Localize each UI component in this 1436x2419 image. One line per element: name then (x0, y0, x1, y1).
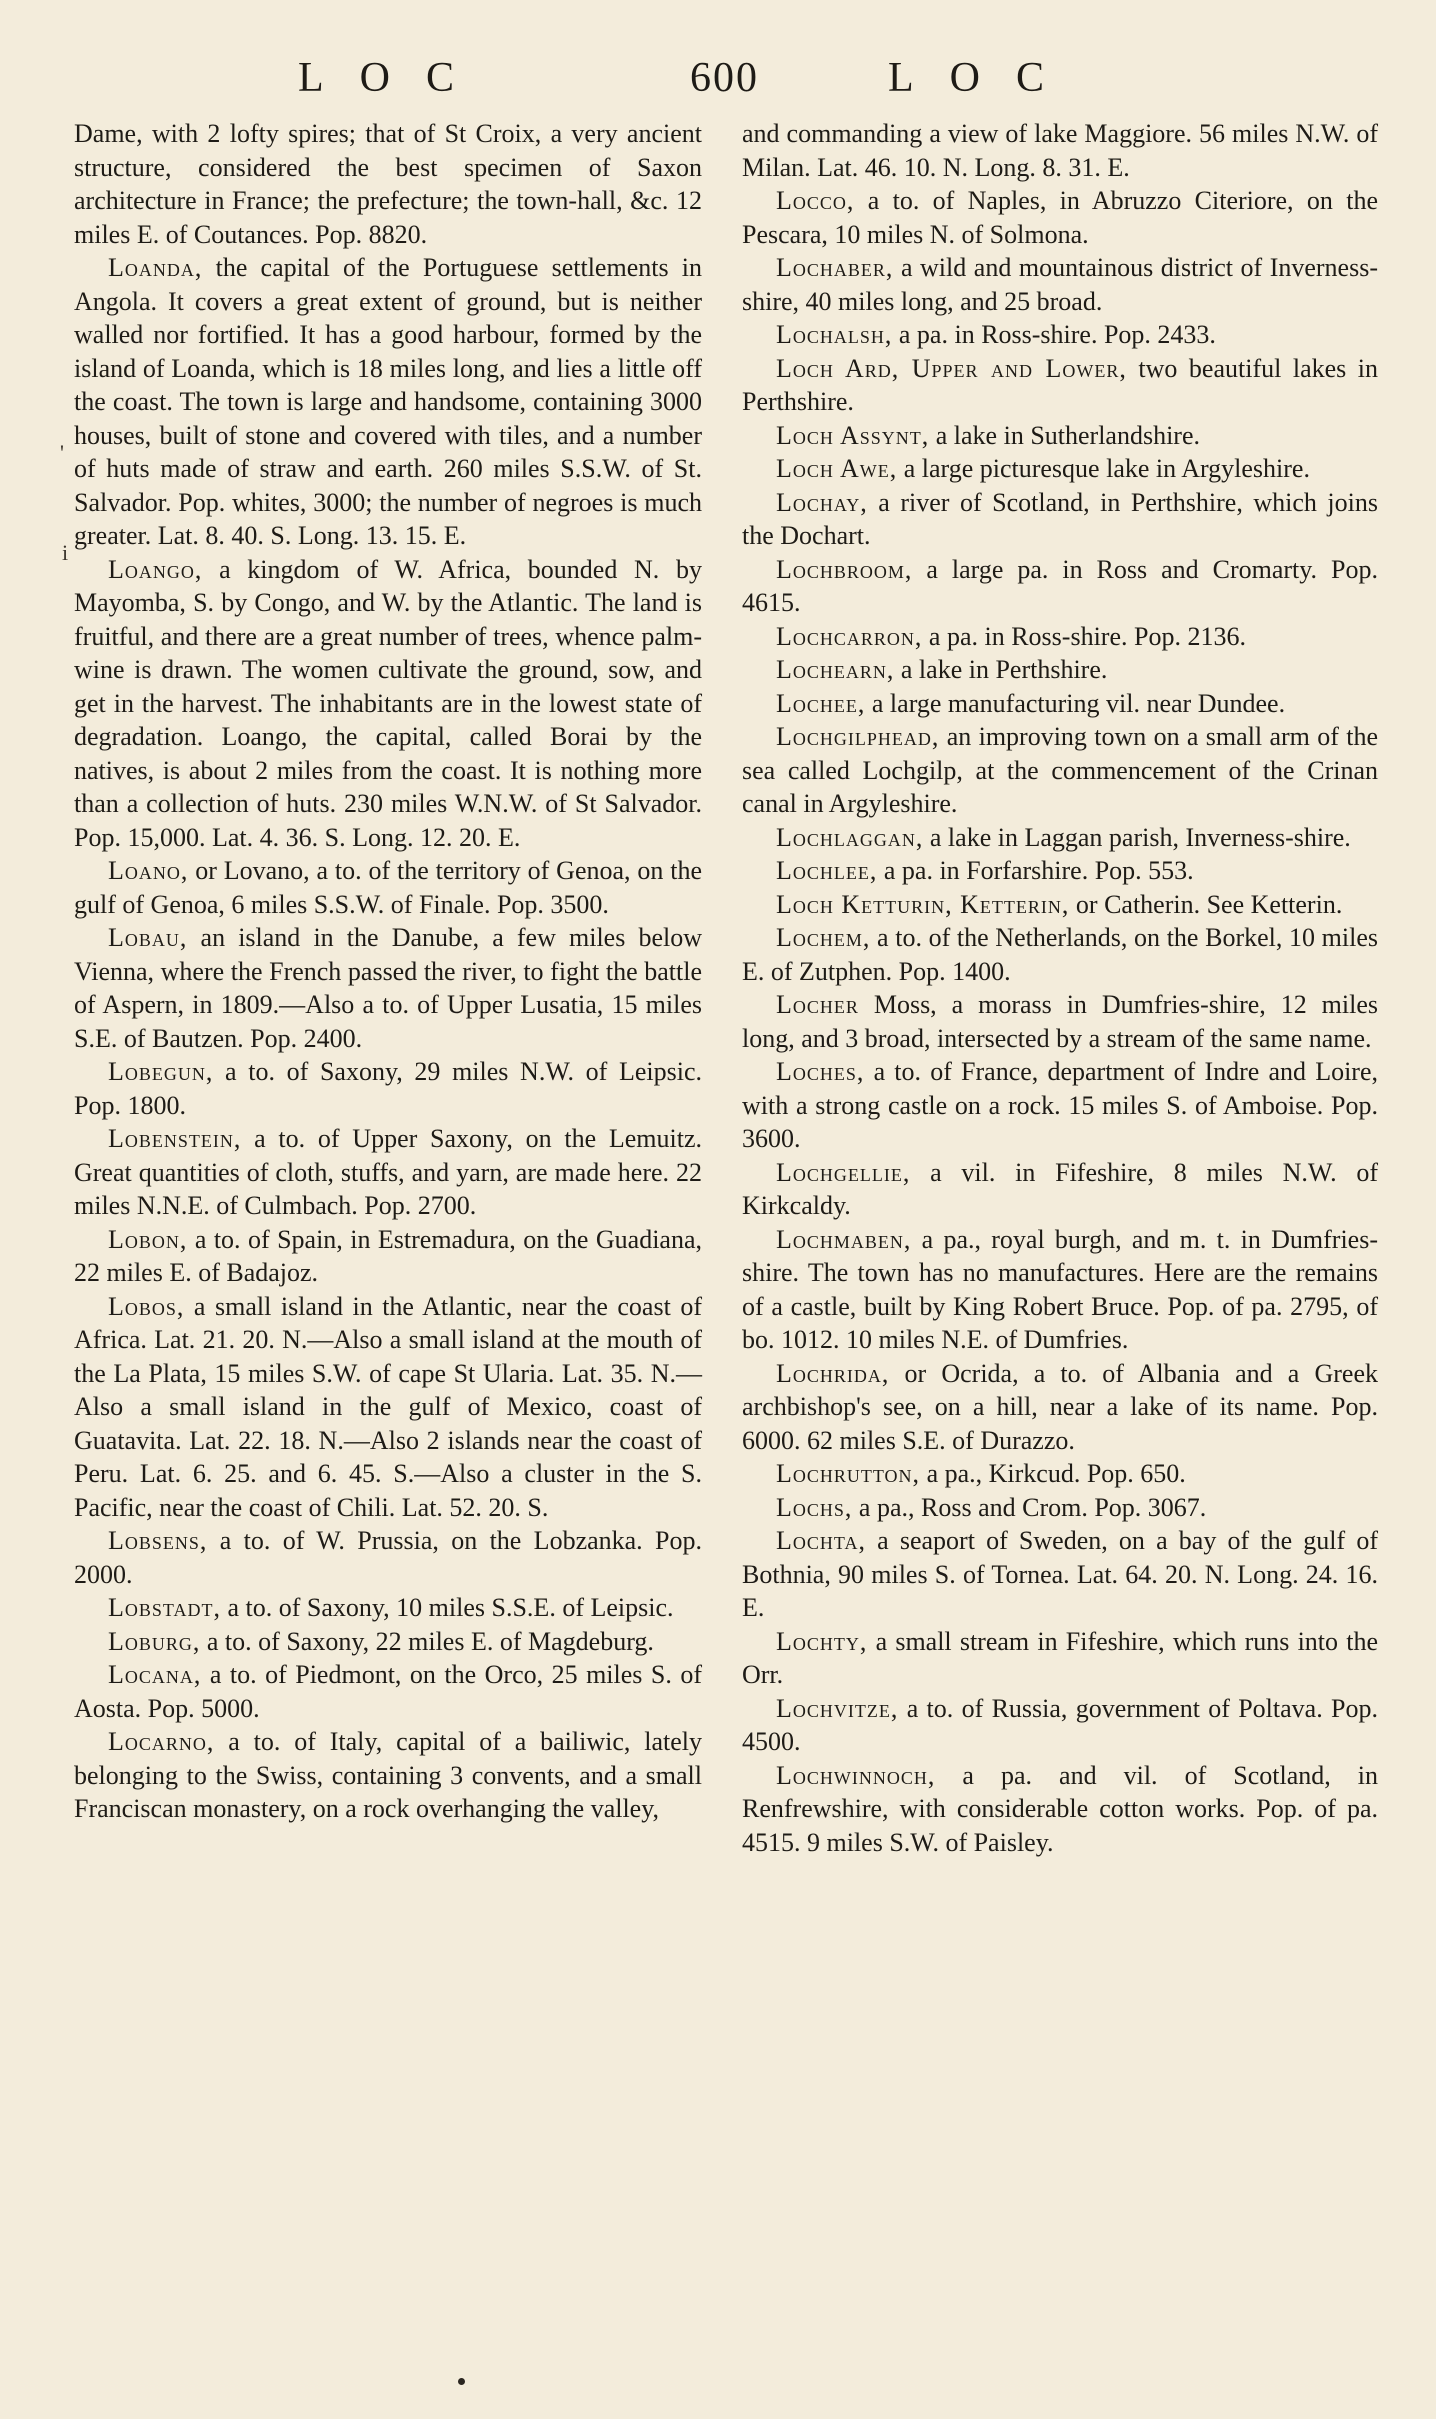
entry (742, 1223, 1378, 1357)
entry-headword: Lochay, (776, 487, 868, 517)
entry-text: a to. of Upper Saxony, on the Lemuitz. Great quantities of cloth, stuffs, and yarn, are made here. 22 miles N.N.E. of Culmbach. Pop. 2700. (74, 1124, 702, 1220)
entry-headword: Lochem, (776, 923, 871, 952)
entry (74, 1725, 702, 1826)
entry (74, 553, 702, 855)
entry-headword: Lobau, (108, 923, 188, 952)
entry-headword: Lochearn, (776, 655, 895, 684)
entry (742, 117, 1378, 184)
entry-headword: Lochwinnoch, (776, 1760, 936, 1790)
entry-headword: Lobsens, (108, 1526, 208, 1555)
entry-text: a pa., Ross and Crom. Pop. 3067. (852, 1492, 1207, 1522)
entry-text: a seaport of Sweden, on a bay of the gulf of Bothnia, 90 miles S. of Tornea. Lat. 64. 20. N. Long. 24. 16. E. (742, 1526, 1378, 1622)
entry-headword: Lochrutton, (776, 1459, 921, 1488)
entry (742, 452, 1378, 486)
entry (74, 1591, 702, 1625)
entry (742, 720, 1378, 821)
entry-headword: Lochrida, (776, 1358, 890, 1388)
entry-headword: Loano, (108, 856, 189, 885)
entry-text: a pa. in Forfarshire. Pop. 553. (877, 856, 1194, 885)
entry-text: a small stream in Fifeshire, which runs into the Orr. (742, 1626, 1378, 1689)
entry (74, 1223, 702, 1290)
entry-headword: Locana, (108, 1660, 202, 1689)
entry-text: or Ocrida, a to. of Albania and a Greek archbishop's see, on a hill, near a lake of its name. Pop. 6000. 62 miles S.E. of Durazzo. (742, 1358, 1378, 1455)
entry (742, 1055, 1378, 1156)
entry-headword: Lochlaggan, (776, 822, 924, 852)
entry-text: a lake in Sutherlandshire. (929, 420, 1201, 450)
entry-headword: Lochaber, (776, 253, 894, 282)
entry-text: and commanding a view of lake Maggiore. 56 miles N.W. of Milan. Lat. 46. 10. N. Long. 8. 31. E. (742, 119, 1378, 182)
entry-text: a to. of Spain, in Estremadura, on the Guadiana, 22 miles E. of Badajoz. (74, 1224, 702, 1287)
entry (742, 888, 1378, 922)
margin-mark: i (62, 540, 69, 565)
entry-headword: Lochalsh, (776, 320, 893, 349)
entry-headword: Lochlee, (776, 856, 878, 885)
entry-headword: Lochvitze, (776, 1693, 899, 1723)
entry (742, 352, 1378, 419)
entry-headword: Loch Assynt, (776, 420, 930, 450)
entry-text: a kingdom of W. Africa, bounded N. by Mayomba, S. by Congo, and W. by the Atlantic. The land is fruitful, and there are a great number of trees, whence palm-wine is drawn. The women cultivate the ground, sow, and get in the harvest. The inhabitants are in the lowest state of degradation. Loango, the capital, called Borai by the natives, is about 2 miles from the coast. It is nothing more than a collection of huts. 230 miles W.N.W. of St Salvador. Pop. 15,000. Lat. 4. 36. S. Long. 12. 20. E. (74, 554, 702, 852)
entry (742, 486, 1378, 553)
entry-text: an island in the Danube, a few miles below Vienna, where the French passed the river, to fight the battle of Aspern, in 1809.—Also a to. of Upper Lusatia, 15 miles S.E. of Bautzen. Pop. 2400. (74, 923, 702, 1053)
entry (742, 1625, 1378, 1692)
entry (74, 1658, 702, 1725)
entry-headword: Loches, (776, 1057, 865, 1086)
running-head (0, 54, 1436, 114)
entry-text: a wild and mountainous district of Inverness-shire, 40 miles long, and 25 broad. (742, 253, 1378, 316)
entry (742, 854, 1378, 888)
entry-headword: Locher (776, 990, 859, 1019)
entry-text: a to. of Piedmont, on the Orco, 25 miles S. of Aosta. Pop. 5000. (74, 1660, 702, 1723)
header-left: LOC (298, 55, 490, 101)
entry-text: a pa. and vil. of Scotland, in Renfrewshire, with considerable cotton works. Pop. of pa. 4515. 9 miles S.W. of Paisley. (742, 1760, 1378, 1857)
entry-text: a small island in the Atlantic, near the coast of Africa. Lat. 21. 20. N.—Also a small island at the mouth of the La Plata, 15 miles S.W. of cape St Ularia. Lat. 35. N.—Also a small island in the gulf of Mexico, coast of Guatavita. Lat. 22. 18. N.—Also 2 islands near the coast of Peru. Lat. 6. 25. and 6. 45. S.—Also a cluster in the S. Pacific, near the coast of Chili. Lat. 52. 20. S. (74, 1291, 702, 1522)
page-dot (458, 2378, 465, 2385)
entry-text: two beautiful lakes in Perthshire. (742, 353, 1378, 416)
entry (742, 988, 1378, 1055)
entry-headword: Lochta, (776, 1526, 866, 1555)
entry (74, 1055, 702, 1122)
entry-headword: Lochty, (776, 1626, 868, 1656)
entry-text: an improving town on a small arm of the sea called Lochgilp, at the commencement of the Crinan canal in Argyleshire. (742, 722, 1378, 818)
entry-headword: Locarno, (108, 1727, 215, 1756)
entry (74, 1625, 702, 1659)
entry-headword: Lochgellie, (776, 1157, 911, 1187)
entry-text: a lake in Perthshire. (894, 655, 1108, 684)
entry-text: Moss, a morass in Dumfries-shire, 12 miles long, and 3 broad, intersected by a stream of the same name. (742, 990, 1378, 1053)
entry-headword: Lobon, (108, 1224, 188, 1254)
entry-headword: Loango, (108, 554, 203, 584)
entry-headword: Lochgilphead, (776, 722, 940, 751)
entry (742, 184, 1378, 251)
entry-text: a lake in Laggan parish, Inverness-shire. (923, 822, 1351, 852)
entry (74, 1290, 702, 1525)
page-number: 600 (690, 55, 759, 101)
entry (74, 921, 702, 1055)
entry-text: a vil. in Fifeshire, 8 miles N.W. of Kirkcaldy. (742, 1157, 1378, 1220)
entry (742, 1491, 1378, 1525)
entry-headword: Loburg, (108, 1626, 201, 1656)
entry-text: a pa., royal burgh, and m. t. in Dumfries-shire. The town has no manufactures. Here are the remains of a castle, built by King Robert Bruce. Pop. of pa. 2795, of bo. 1012. 10 miles N.E. of Dumfries. (742, 1224, 1378, 1354)
entry (74, 1524, 702, 1591)
entry-headword: Lobegun, (108, 1057, 214, 1086)
entry (742, 251, 1378, 318)
entry (742, 318, 1378, 352)
entry (742, 620, 1378, 654)
entry-text: a large pa. in Ross and Cromarty. Pop. 4615. (742, 554, 1378, 617)
entry-text: a to. of Italy, capital of a bailiwic, lately belonging to the Swiss, containing 3 convents, and a small Franciscan monastery, on a rock overhanging the valley, (74, 1727, 702, 1823)
entry (742, 921, 1378, 988)
entry-headword: Lobos, (108, 1291, 185, 1321)
right-column (742, 117, 1378, 1859)
entry (742, 653, 1378, 687)
entry-headword: Lochs, (776, 1492, 853, 1522)
entry (742, 1524, 1378, 1625)
entry-text: a pa. in Ross-shire. Pop. 2136. (922, 621, 1246, 651)
entry (74, 251, 702, 553)
entry-headword: Lochmaben, (776, 1224, 912, 1254)
entry-text: or Catherin. See Ketterin. (1069, 889, 1343, 919)
entry-headword: Lobstadt, (108, 1593, 221, 1622)
entry-text: a to. of W. Prussia, on the Lobzanka. Pop. 2000. (74, 1526, 702, 1589)
entry (74, 117, 702, 251)
entry (742, 553, 1378, 620)
entry-text: a to. of Saxony, 29 miles N.W. of Leipsic. Pop. 1800. (74, 1057, 702, 1120)
entry (742, 1457, 1378, 1491)
entry-text: a to. of Naples, in Abruzzo Citeriore, on the Pescara, 10 miles N. of Solmona. (742, 186, 1378, 249)
left-column (74, 117, 702, 1826)
entry-text: a pa. in Ross-shire. Pop. 2433. (892, 320, 1216, 349)
entry-headword: Lochbroom, (776, 554, 913, 584)
entry-text: a to. of Saxony, 22 miles E. of Magdeburg. (200, 1626, 654, 1656)
entry (742, 1357, 1378, 1458)
entry-text: or Lovano, a to. of the territory of Genoa, on the gulf of Genoa, 6 miles S.S.W. of Finale. Pop. 3500. (74, 856, 702, 919)
entry-headword: Lochee, (776, 688, 866, 718)
entry (742, 419, 1378, 453)
entry-text: a to. of Saxony, 10 miles S.S.E. of Leipsic. (220, 1593, 674, 1622)
entry-text: a large manufacturing vil. near Dundee. (865, 688, 1286, 718)
entry (74, 854, 702, 921)
entry-headword: Lochcarron, (776, 621, 923, 651)
entry-headword: Loanda, (108, 253, 203, 282)
entry (742, 821, 1378, 855)
entry-headword: Loch Awe, (776, 454, 898, 483)
entry-text: Dame, with 2 lofty spires; that of St Croix, a very ancient structure, considered the best specimen of Saxon architecture in France; the prefecture; the town-hall, &c. 12 miles E. of Coutances. Pop. 8820. (74, 119, 702, 249)
entry-text: a to. of the Netherlands, on the Borkel, 10 miles E. of Zutphen. Pop. 1400. (742, 923, 1378, 986)
entry-text: a pa., Kirkcud. Pop. 650. (920, 1459, 1186, 1488)
entry (742, 1692, 1378, 1759)
entry-headword: Loch Ketturin, Ketterin, (776, 889, 1070, 919)
entry-text: a river of Scotland, in Perthshire, which joins the Dochart. (742, 487, 1378, 550)
entry-headword: Lobenstein, (108, 1124, 242, 1153)
entry-text: a to. of Russia, government of Poltava. Pop. 4500. (742, 1693, 1378, 1756)
entry-headword: Locco, (776, 186, 855, 215)
header-right: LOC (888, 55, 1080, 101)
entry-headword: Loch Ard, Upper and Lower, (776, 353, 1127, 383)
entry-text: the capital of the Portuguese settlements in Angola. It covers a great extent of ground, but is neither walled nor fortified. It has a good harbour, formed by the island of Loanda, which is 18 miles long, and lies a little off the coast. The town is large and handsome, containing 3000 houses, built of stone and covered with tiles, and a number of huts made of straw and earth. 260 miles S.S.W. of St. Salvador. Pop. whites, 3000; the number of negroes is much greater. Lat. 8. 40. S. Long. 13. 15. E. (74, 253, 702, 550)
entry (74, 1122, 702, 1223)
entry (742, 687, 1378, 721)
entry-text: a large picturesque lake in Argyleshire. (897, 454, 1310, 483)
entry (742, 1156, 1378, 1223)
margin-mark: ' (60, 440, 64, 465)
entry (742, 1759, 1378, 1860)
entry-text: a to. of France, department of Indre and Loire, with a strong castle on a rock. 15 miles S. of Amboise. Pop. 3600. (742, 1057, 1378, 1153)
